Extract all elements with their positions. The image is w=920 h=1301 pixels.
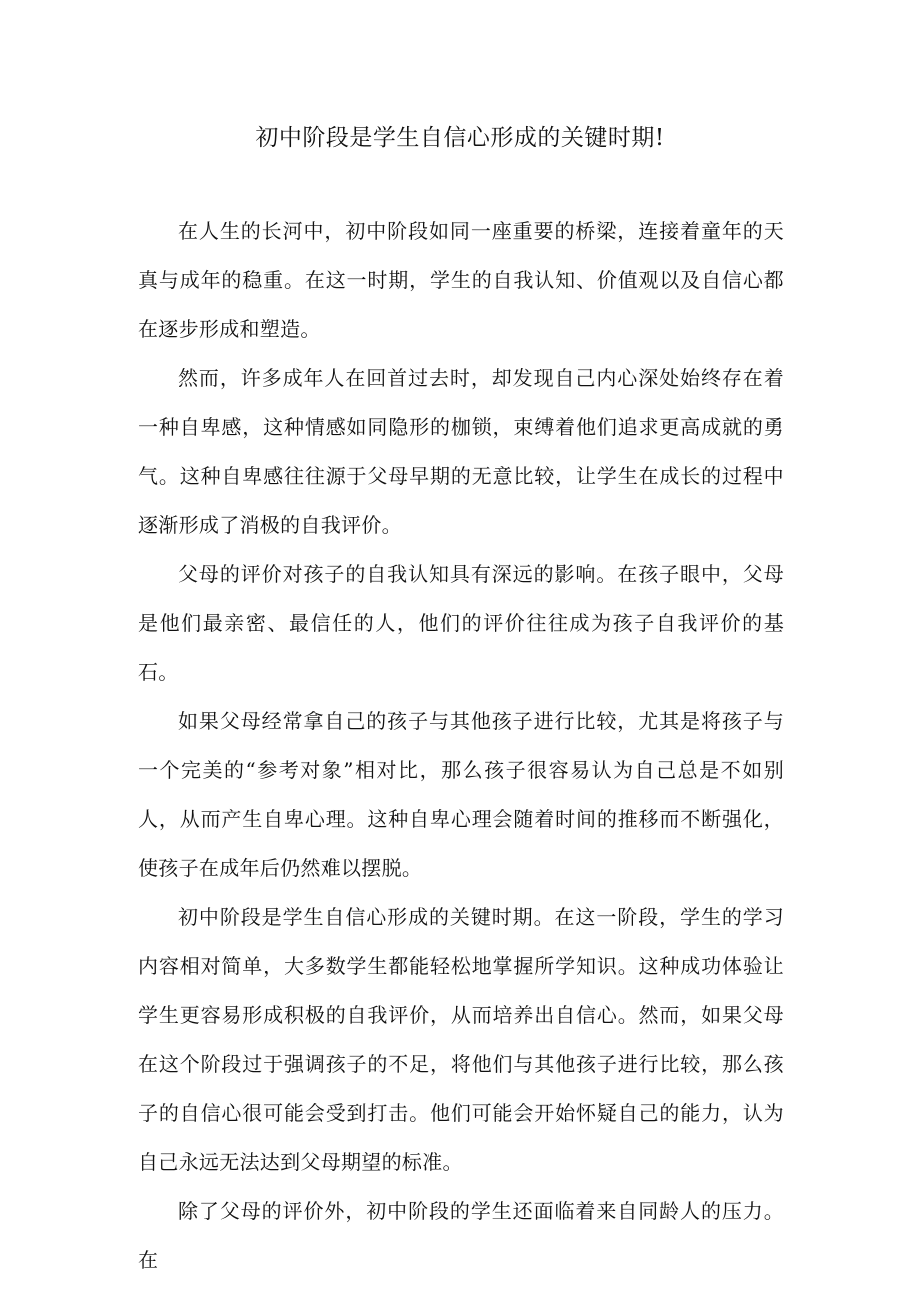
paragraph-1: 在人生的长河中，初中阶段如同一座重要的桥梁，连接着童年的天真与成年的稳重。在这一时期，学生的自我认知、价值观以及自信心都在逐步形成和塑造。 [138,219,784,341]
paragraph-2: 然而，许多成年人在回首过去时，却发现自己内心深处始终存在着一种自卑感，这种情感如同隐形的枷锁，束缚着他们追求更高成就的勇气。这种自卑感往往源于父母早期的无意比较，让学生在成长的过程中逐渐形成了消极的自我评价。 [138,366,784,537]
document-title: 初中阶段是学生自信心形成的关键时期! [255,125,665,151]
paragraph-3: 父母的评价对孩子的自我认知具有深远的影响。在孩子眼中，父母是他们最亲密、最信任的人，他们的评价往往成为孩子自我评价的基石。 [138,562,784,684]
paragraph-5: 初中阶段是学生自信心形成的关键时期。在这一阶段，学生的学习内容相对简单，大多数学生都能轻松地掌握所学知识。这种成功体验让学生更容易形成积极的自我评价，从而培养出自信心。然而，如果父母在这个阶段过于强调孩子的不足，将他们与其他孩子进行比较，那么孩子的自信心很可能会受到打击。他们可能会开始怀疑自己的能力，认为自己永远无法达到父母期望的标准。 [138,905,784,1174]
paragraph-4: 如果父母经常拿自己的孩子与其他孩子进行比较，尤其是将孩子与一个完美的“参考对象”相对比，那么孩子很容易认为自己总是不如别人，从而产生自卑心理。这种自卑心理会随着时间的推移而不断强化，使孩子在成年后仍然难以摆脱。 [138,709,784,880]
document-body [138,207,784,1285]
paragraph-6: 除了父母的评价外，初中阶段的学生还面临着来自同龄人的压力。在 [138,1199,784,1272]
